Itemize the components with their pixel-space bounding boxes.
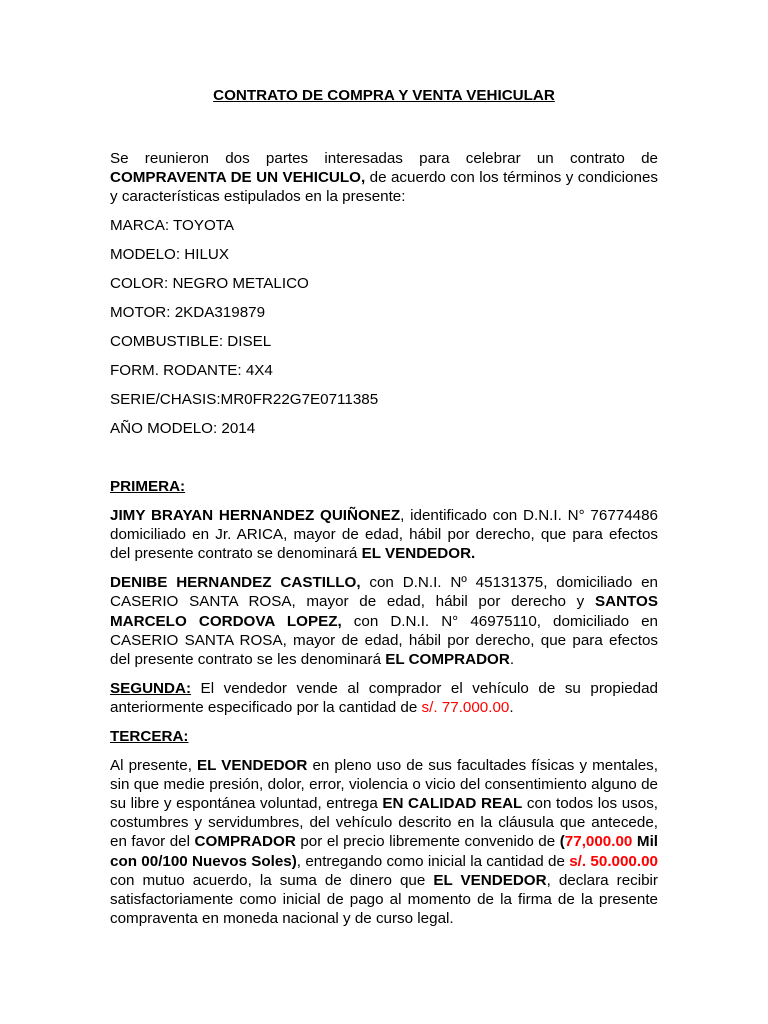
- buyer-1-name: DENIBE HERNANDEZ CASTILLO,: [110, 574, 361, 592]
- tercera-text-5: , entregando como inicial la cantidad de: [296, 852, 570, 870]
- spec-form-rodante: FORM. RODANTE: 4X4: [110, 362, 273, 380]
- tercera-amount-2: s/. 50.000.00: [569, 852, 658, 870]
- buyers-text-2: con D.N.I. N° 46975110, domiciliado en CASERIO SANTA ROSA, mayor de edad, hábil por derecho, que para efectos del presente contrato se les denominará: [110, 612, 658, 669]
- intro-text-2: de acuerdo con los términos y condiciones y características estipulados en la presente:: [110, 169, 658, 206]
- tercera-text-2: en pleno uso de sus facultades físicas y mentales, sin que medie presión, dolor, error, violencia o vicio del consentimiento alguno de su libre y espontánea voluntad, entrega: [110, 756, 658, 813]
- spec-combustible: COMBUSTIBLE: DISEL: [110, 333, 272, 351]
- tercera-text-4: por el precio libremente convenido de: [295, 833, 560, 851]
- primera-paragraph-seller: [110, 506, 658, 564]
- tercera-heading: [110, 727, 658, 746]
- spec-serie-chasis: SERIE/CHASIS:MR0FR22G7E0711385: [110, 391, 379, 409]
- intro-paragraph: [110, 149, 658, 207]
- segunda-heading: SEGUNDA:: [110, 679, 192, 697]
- tercera-bold-5: Mil con 00/100 Nuevos Soles): [110, 833, 659, 870]
- primera-heading-text: PRIMERA:: [110, 478, 186, 496]
- document-title: CONTRATO DE COMPRA Y VENTA VEHICULAR: [213, 87, 555, 104]
- tercera-bold-4: (: [559, 833, 565, 851]
- tercera-amount-1: 77,000.00: [564, 833, 633, 851]
- document-body: [110, 149, 658, 938]
- segunda-paragraph: [110, 679, 658, 717]
- tercera-bold-2: EN CALIDAD REAL: [382, 795, 523, 813]
- tercera-text-1: Al presente,: [110, 756, 198, 774]
- tercera-text-3: con todos los usos, costumbres y servidumbres, del vehículo descrito en la cláusula que antecede, en favor del: [110, 795, 659, 851]
- tercera-bold-1: EL VENDEDOR: [197, 756, 308, 774]
- seller-text: , identificado con D.N.I. N° 76774486 domiciliado en Jr. ARICA, mayor de edad, hábil por derecho, que para efectos del presente contrato se denominará: [110, 507, 658, 563]
- vehicle-specs: [110, 216, 658, 438]
- tercera-bold-6: EL VENDEDOR: [433, 871, 547, 889]
- tercera-text-7: , declara recibir satisfactoriamente como inicial de pago al momento de la firma de la presente compraventa en moneda nacional y de curso legal.: [110, 871, 658, 928]
- segunda-amount: s/. 77.000.00: [421, 699, 510, 717]
- section-spacer: [110, 448, 658, 477]
- spec-anio-modelo: AÑO MODELO: 2014: [110, 420, 256, 438]
- primera-heading: [110, 477, 658, 496]
- tercera-text-6: con mutuo acuerdo, la suma de dinero que: [110, 871, 434, 889]
- intro-bold-1: COMPRAVENTA DE UN VEHICULO,: [110, 169, 366, 187]
- buyer-2-name: SANTOS MARCELO CORDOVA LOPEZ,: [110, 593, 658, 630]
- seller-name: JIMY BRAYAN HERNANDEZ QUIÑONEZ: [110, 507, 401, 524]
- spec-marca: MARCA: TOYOTA: [110, 217, 235, 235]
- primera-paragraph-buyers: [110, 573, 658, 669]
- spec-modelo: MODELO: HILUX: [110, 246, 229, 264]
- segunda-text-1: El vendedor vende al comprador el vehículo de su propiedad anteriormente especificado por la cantidad de: [110, 679, 658, 717]
- seller-role: EL VENDEDOR.: [361, 545, 476, 563]
- buyers-text-1: con D.N.I. Nº 45131375, domiciliado en CASERIO SANTA ROSA, mayor de edad, hábil por derecho y: [110, 574, 658, 611]
- intro-text-1: Se reunieron dos partes interesadas para celebrar un contrato de: [110, 150, 658, 167]
- buyer-role: EL COMPRADOR: [385, 651, 510, 669]
- segunda-text-2: .: [509, 699, 514, 717]
- tercera-bold-3: COMPRADOR: [194, 833, 296, 851]
- tercera-paragraph: [110, 756, 658, 929]
- spec-color: COLOR: NEGRO METALICO: [110, 275, 309, 293]
- buyers-text-3: .: [509, 651, 515, 669]
- tercera-heading-text: TERCERA:: [110, 727, 189, 745]
- spec-motor: MOTOR: 2KDA319879: [110, 304, 266, 322]
